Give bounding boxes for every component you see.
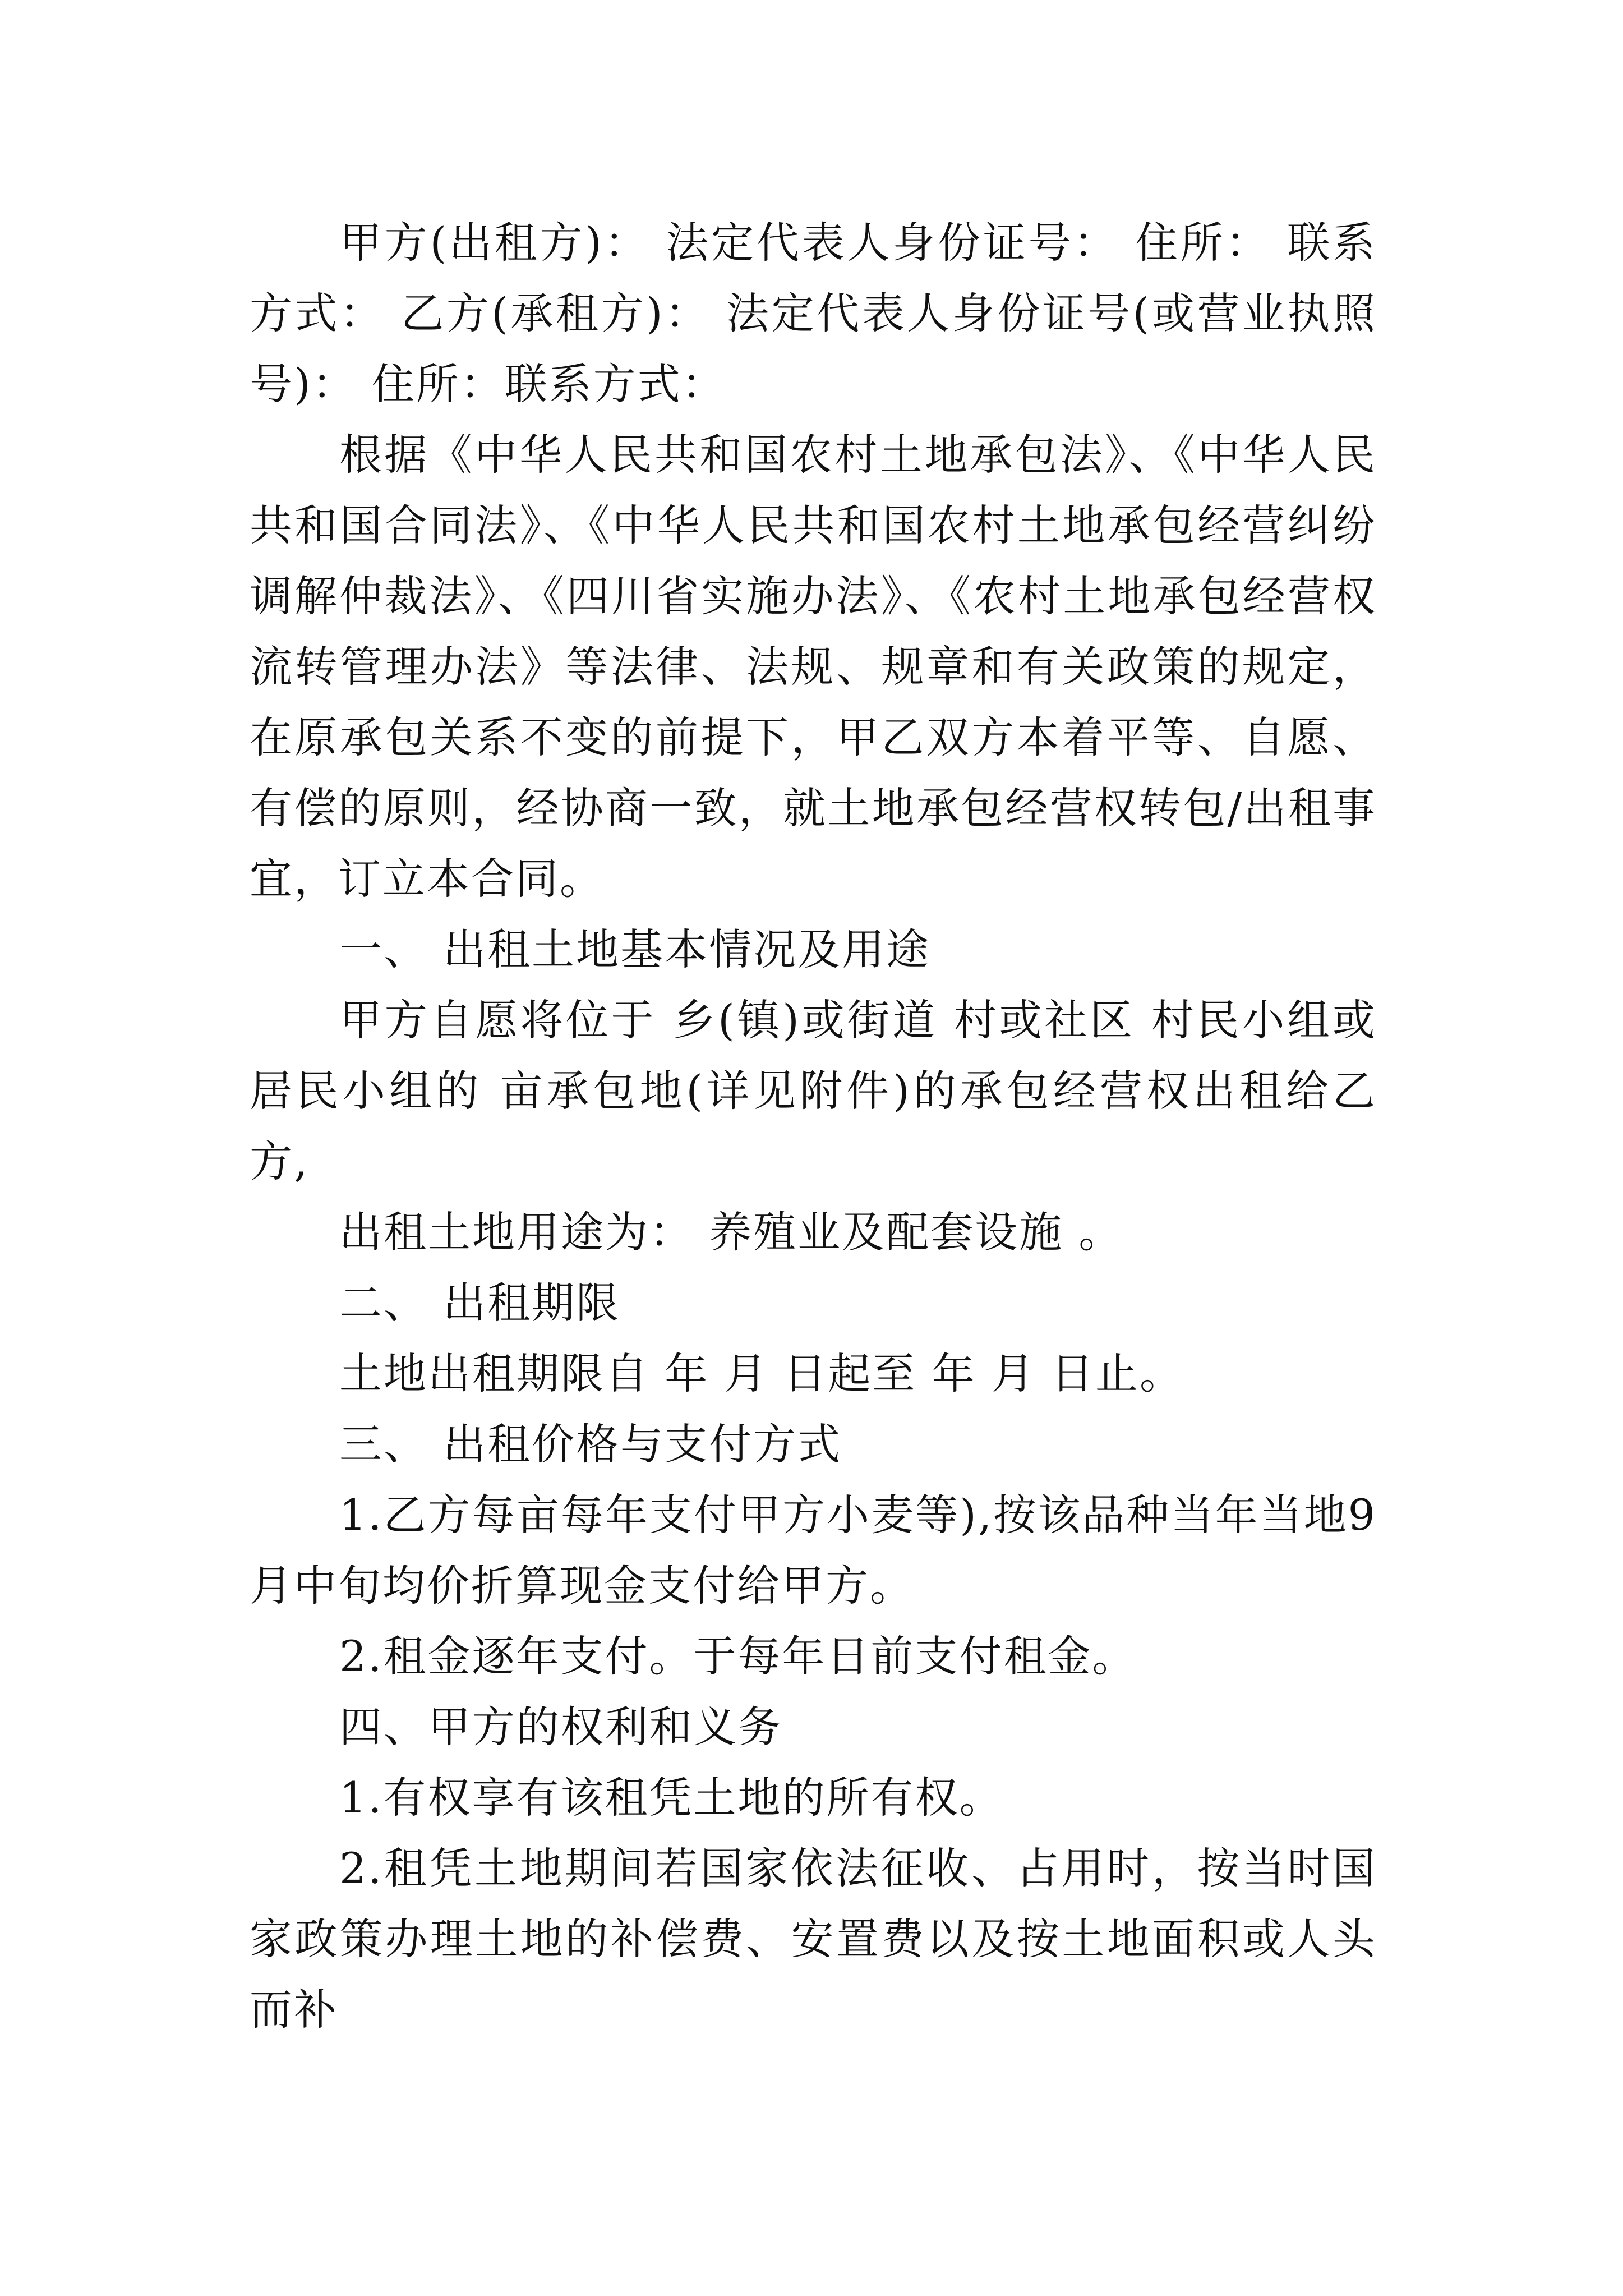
section-heading-4: 四、甲方的权利和义务 [339,1702,782,1752]
lease-term-paragraph: 土地出租期限自 年 月 日起至 年 月 日止。 [339,1349,1184,1398]
rights-clause-1: 1.有权享有该租凭土地的所有权。 [339,1773,1004,1823]
section-heading-2: 二、 出租期限 [339,1278,621,1328]
rights-clause-2: 2.租凭土地期间若国家依法征收、占用时，按当时国家政策办理土地的补偿费、安置费以及按土地面积或人头而补 [250,1843,1377,2035]
payment-clause-1: 1.乙方每亩每年支付甲方小麦等),按该品种当年当地9月中旬均价折算现金支付给甲方。 [250,1490,1377,1611]
land-location-paragraph: 甲方自愿将位于 乡(镇)或街道 村或社区 村民小组或居民小组的 亩承包地(详见附件)的承包经营权出租给乙方, [250,995,1377,1186]
section-heading-3: 三、 出租价格与支付方式 [339,1419,842,1469]
land-use-paragraph: 出租土地用途为： 养殖业及配套设施 。 [339,1207,1123,1257]
payment-clause-2: 2.租金逐年支付。于每年日前支付租金。 [339,1631,1137,1681]
parties-paragraph: 甲方(出租方)： 法定代表人身份证号： 住所： 联系方式： 乙方(承租方)： 法定代表人身份证号(或营业执照号)： 住所：联系方式： [250,218,1377,409]
section-heading-1: 一、 出租土地基本情况及用途 [339,924,931,974]
legal-basis-paragraph: 根据《中华人民共和国农村土地承包法》、《中华人民共和国合同法》、《中华人民共和国农村土地承包经营纠纷调解仲裁法》、《四川省实施办法》、《农村土地承包经营权流转管理办法》等法律、法规、规章和有关政策的规定，在原承包关系不变的前提下，甲乙双方本着平等、自愿、有偿的原则，经协商一致，就土地承包经营权转包/出租事宜，订立本合同。 [250,430,1377,904]
contract-body [250,208,1377,2045]
